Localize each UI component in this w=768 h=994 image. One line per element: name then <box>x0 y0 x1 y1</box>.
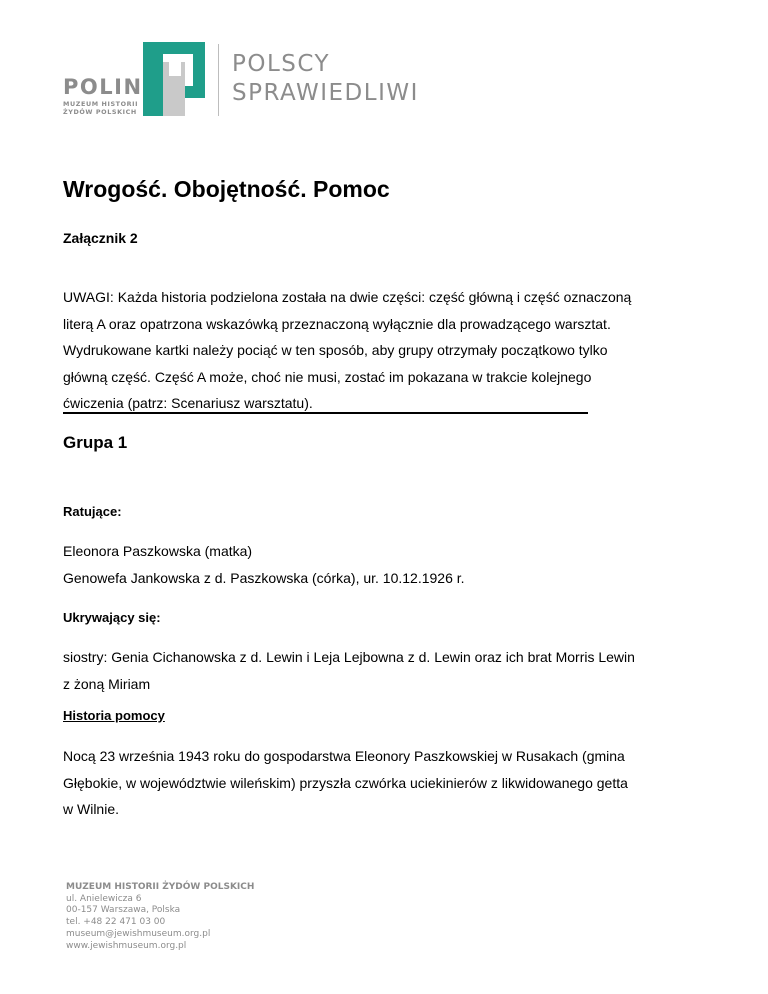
note-line: literą A oraz opatrzona wskazówką przeznaczoną wyłącznie dla prowadzącego warsztat. <box>63 315 611 332</box>
group-heading: Grupa 1 <box>63 433 128 452</box>
polin-logo-subtitle-2: ŻYDÓW POLSKICH <box>63 107 137 116</box>
instructions-note <box>63 284 703 417</box>
document-title: Wrogość. Obojętność. Pomoc <box>63 176 390 202</box>
history-line: Nocą 23 września 1943 roku do gospodarstwa Eleonory Paszkowskiej w Rusakach (gmina <box>63 748 625 764</box>
polscy-sprawiedliwi-logo <box>232 50 419 108</box>
page-footer <box>66 882 254 952</box>
footer-street: ul. Anielewicza 6 <box>66 893 142 904</box>
rescuer-item: Eleonora Paszkowska (matka) <box>63 543 253 559</box>
hiding-line: z żoną Miriam <box>63 675 151 692</box>
logo-right-line-1: POLSCY <box>232 51 331 77</box>
annex-label: Załącznik 2 <box>63 230 138 246</box>
page-header <box>0 0 768 150</box>
history-text <box>63 743 703 823</box>
footer-city: 00-157 Warszawa, Polska <box>66 905 181 916</box>
history-line: Głębokie, w województwie wileńskim) przyszła czwórka uciekinierów z likwidowanego getta <box>63 774 628 791</box>
footer-phone: tel. +48 22 471 03 00 <box>66 917 166 928</box>
note-line: UWAGI: Każda historia podzielona została na dwie części: część główną i część oznaczoną <box>63 289 632 305</box>
hiding-persons <box>63 644 703 697</box>
rescuers-list <box>63 538 703 591</box>
logo-right-line-2: SPRAWIEDLIWI <box>232 80 419 106</box>
logo-divider <box>218 44 219 116</box>
hiding-label: Ukrywający się: <box>63 610 161 625</box>
footer-email: museum@jewishmuseum.org.pl <box>66 928 211 939</box>
note-line: Wydrukowane kartki należy pociąć w ten sposób, aby grupy otrzymały początkowo tylko <box>63 342 608 358</box>
polin-logo-word: POLIN <box>63 75 143 99</box>
section-divider <box>63 412 588 414</box>
history-line: w Wilnie. <box>63 801 120 817</box>
history-label: Historia pomocy <box>63 708 165 723</box>
footer-web: www.jewishmuseum.org.pl <box>66 940 187 951</box>
hiding-line: siostry: Genia Cichanowska z d. Lewin i Leja Lejbowna z d. Lewin oraz ich brat Morris Lewin <box>63 649 635 665</box>
rescuer-item: Genowefa Jankowska z d. Paszkowska (córka), ur. 10.12.1926 r. <box>63 569 465 586</box>
note-line: główną część. Część A może, choć nie musi, zostać im pokazana w trakcie kolejnego <box>63 368 592 385</box>
footer-org: MUZEUM HISTORII ŻYDÓW POLSKICH <box>66 882 255 892</box>
polin-mark-icon <box>143 40 209 116</box>
polin-logo <box>63 76 143 116</box>
rescuers-label: Ratujące: <box>63 504 122 519</box>
note-line: ćwiczenia (patrz: Scenariusz warsztatu). <box>63 395 313 411</box>
polin-logo-subtitle-1: MUZEUM HISTORII <box>63 100 139 108</box>
